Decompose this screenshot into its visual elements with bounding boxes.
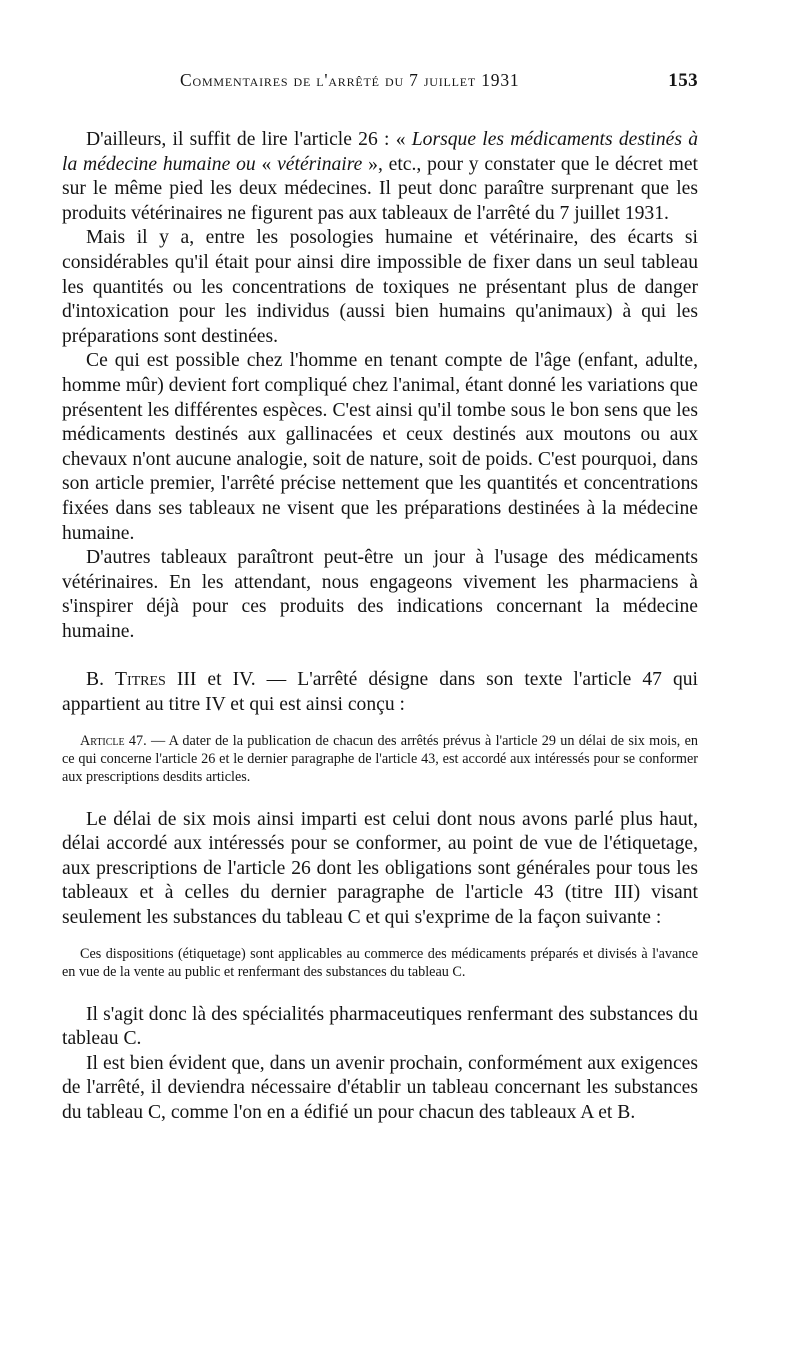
paragraph-veterinary-article-26 xyxy=(62,128,698,226)
running-title: Commentaires de l'arrêté du 7 juillet 1931 xyxy=(180,70,520,90)
paragraph-other-tables: D'autres tableaux paraîtront peut-être un jour à l'usage des médicaments vétérinaires. En les attendant, nous engageons vivement les pharmaciens à s'inspirer déjà pour ces produits des indications concernant la médecine humaine. xyxy=(62,547,698,642)
paragraph-text: « xyxy=(255,153,278,175)
section-label: B. xyxy=(86,669,115,691)
section-label-small-caps: Titres xyxy=(114,669,166,691)
paragraph-age-species: Ce qui est possible chez l'homme en tenant compte de l'âge (enfant, adulte, homme mûr) devient fort compliqué chez l'animal, étant donné les variations que présentent les différentes espèces. C'est ainsi qu'il tombe sous le bon sens que les médicaments destinés aux gallinacées et ceux destinés aux moutons ou aux chevaux n'ont aucune analogie, soit de nature, soit de poids. C'est pourquoi, dans son article premier, l'arrêté précise nettement que les quantités et concentrations fixées dans ses tableaux ne visent que les préparations destinées à la médecine humaine. xyxy=(62,350,698,544)
paragraph-specialities: Il s'agit donc là des spécialités pharmaceutiques renfermant des substances du tableau C. xyxy=(62,1003,698,1050)
quoted-italic-text: Lorsque les médicaments destinés à la médecine humaine ou xyxy=(62,129,699,175)
article-heading: Article 47. xyxy=(80,732,147,749)
paragraph-text: D'ailleurs, il suffit de lire l'article 26 : « xyxy=(86,129,412,150)
quote-text: — A dater de la publication de chacun des arrêtés prévus à l'article 29 un délai de six mois, en ce qui concerne l'article 26 et le dernier paragraphe de l'article 43, est accordé aux intéressés pour se conformer aux prescriptions desdits articles. xyxy=(62,732,698,785)
paragraph-posologies: Mais il y a, entre les posologies humaine et vétérinaire, des écarts si considérables qu'il était pour ainsi dire impossible de fixer dans un seul tableau les quantités ou les concentrations de toxiques ne présentant plus de danger d'intoxication pour les individus (aussi bien humains qu'animaux) à qui les préparations sont destinées. xyxy=(62,227,698,347)
quoted-italic-text: vétérinaire xyxy=(277,153,363,175)
paragraph-text: III et IV. — L'arrêté désigne dans son texte l'article 47 qui appartient au titre IV et qui est ainsi conçu : xyxy=(62,669,698,716)
body-text xyxy=(62,128,698,1126)
paragraph-text: », etc., pour y constater que le décret met sur le même pied les deux médecines. Il peut donc paraître surprenant que les produits vétérinaires ne figurent pas aux tableaux de l'arrêté du 7 juillet 1931. xyxy=(62,153,699,224)
paragraph-six-month-delay: Le délai de six mois ainsi imparti est celui dont nous avons parlé plus haut, délai accordé aux intéressés pour se conformer, au point de vue de l'étiquetage, aux prescriptions de l'article 26 dont les obligations sont générales pour tous les tableaux et à celles du dernier paragraphe de l'article 43 (titre III) visant seulement les substances du tableau C et qui s'exprime de la façon suivante : xyxy=(62,808,698,929)
document-page xyxy=(62,70,698,1126)
quoted-article-43: Ces dispositions (étiquetage) sont applicables au commerce des médicaments préparés et divisés à l'avance en vue de la vente au public et renfermant des substances du tableau C. xyxy=(62,945,698,980)
paragraph-future-table: Il est bien évident que, dans un avenir prochain, conformément aux exigences de l'arrêté, il deviendra nécessaire d'établir un tableau concernant les substances du tableau C, comme l'on en a édifié un pour chacun des tableaux A et B. xyxy=(62,1052,698,1123)
page-number: 153 xyxy=(668,70,698,91)
page-header xyxy=(180,70,698,100)
paragraph-titles-iii-iv xyxy=(62,668,698,717)
quoted-article-47 xyxy=(62,732,698,786)
